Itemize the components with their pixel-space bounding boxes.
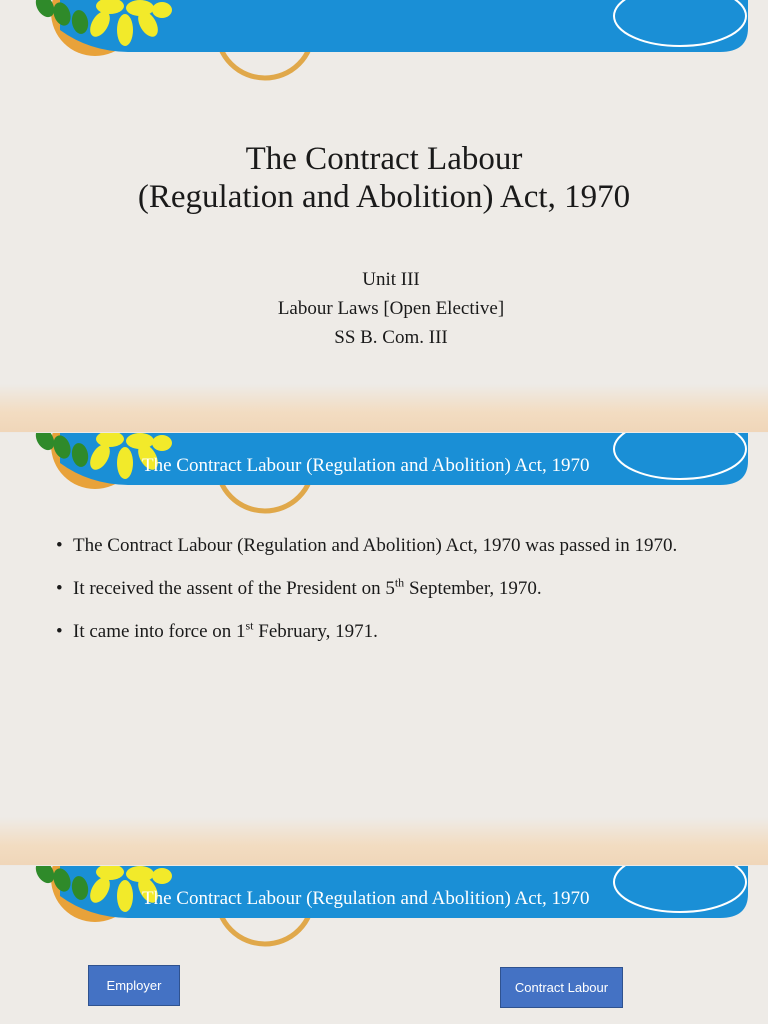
banner-title: The Contract Labour (Regulation and Abolition) Act, 1970 bbox=[142, 455, 590, 476]
title-line-1: The Contract Labour bbox=[245, 141, 523, 177]
bullet-text: February, 1971. bbox=[253, 621, 378, 642]
ordinal-suffix: th bbox=[394, 575, 405, 590]
header-decoration bbox=[0, 866, 768, 956]
ordinal-suffix: st bbox=[245, 618, 254, 633]
header-decoration bbox=[0, 433, 768, 523]
title-slide bbox=[0, 0, 768, 432]
slide-footer-band bbox=[0, 384, 768, 432]
banner-title: The Contract Labour (Regulation and Abolition) Act, 1970 bbox=[142, 888, 590, 909]
contract-labour-box: Contract Labour bbox=[500, 967, 623, 1008]
bullet-item bbox=[56, 572, 710, 606]
bullet-text: It received the assent of the President on 5 bbox=[73, 578, 395, 599]
header-decoration bbox=[0, 0, 768, 90]
subtitle-unit: Unit III bbox=[362, 269, 420, 290]
subtitle-course: Labour Laws [Open Elective] bbox=[277, 298, 505, 319]
bullet-item bbox=[56, 529, 710, 563]
bullet-text: It came into force on 1 bbox=[73, 621, 246, 642]
content-slide bbox=[0, 433, 768, 865]
title-line-2: (Regulation and Abolition) Act, 1970 bbox=[137, 179, 631, 215]
diagram-slide bbox=[0, 866, 768, 1024]
subtitle-class: SS B. Com. III bbox=[334, 327, 448, 348]
bullet-list bbox=[56, 529, 710, 658]
slide-subtitle bbox=[0, 265, 768, 352]
employer-box: Employer bbox=[88, 965, 180, 1006]
bullet-text: The Contract Labour (Regulation and Abolition) Act, 1970 was passed in 1970. bbox=[73, 535, 678, 556]
bullet-item bbox=[56, 615, 710, 649]
slide-footer-band bbox=[0, 817, 768, 865]
slide-title bbox=[0, 140, 768, 216]
bullet-text: September, 1970. bbox=[404, 578, 542, 599]
